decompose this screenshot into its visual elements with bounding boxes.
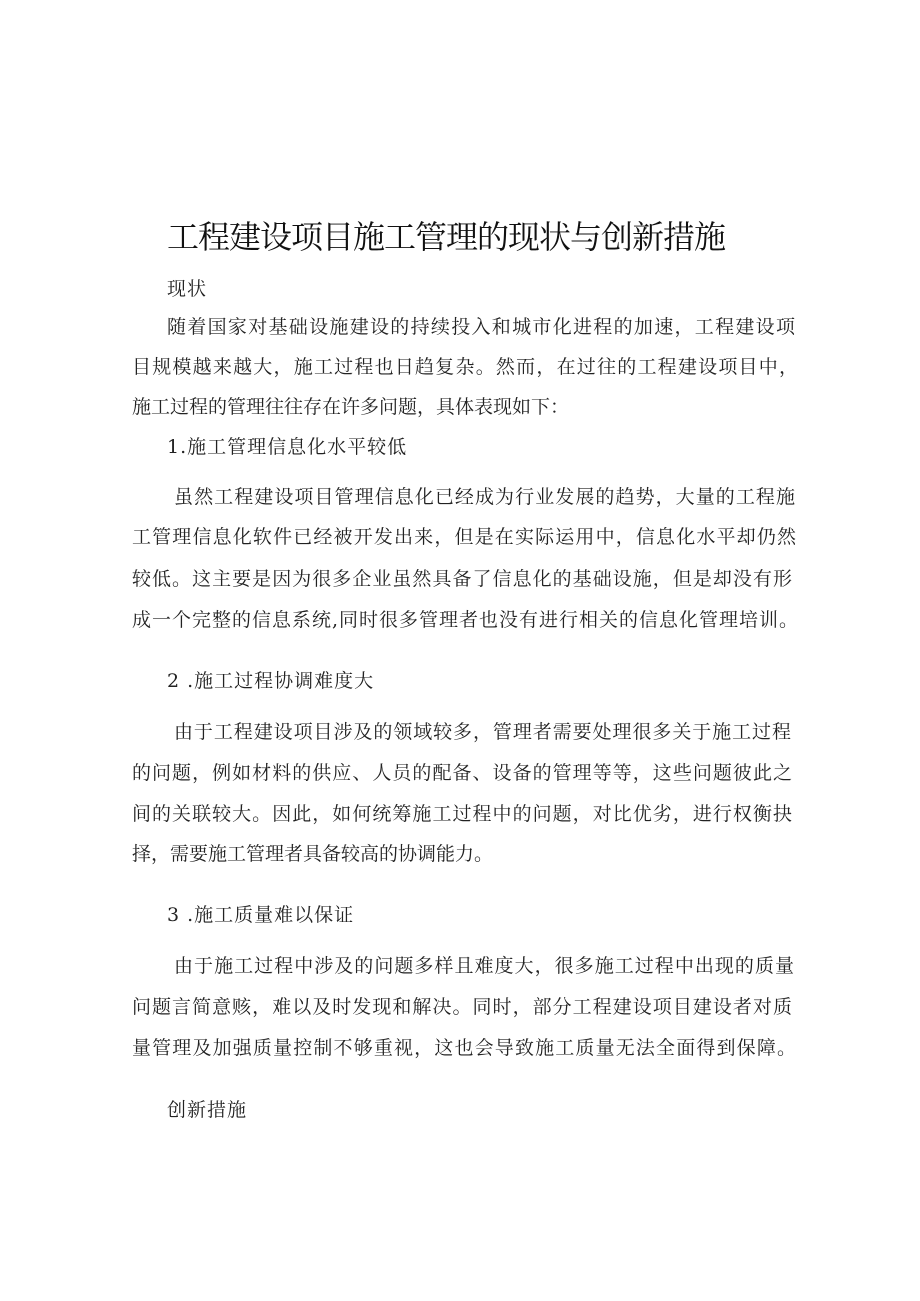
item-2-line-4: 择，需要施工管理者具备较高的协调能力。 <box>132 843 494 865</box>
intro-line-1: 随着国家对基础设施建设的持续投入和城市化进程的加速，工程建设项 <box>167 316 795 338</box>
item-3-line-2: 问题言简意赅，难以及时发现和解决。同时，部分工程建设项目建设者对质 <box>132 996 792 1018</box>
item-3-line-3: 量管理及加强质量控制不够重视，这也会导致施工质量无法全面得到保障。 <box>132 1037 796 1059</box>
item-1-line-4: 成一个完整的信息系统,同时很多管理者也没有进行相关的信息化管理培训。 <box>132 609 798 631</box>
item-1-line-1: 虽然工程建设项目管理信息化已经成为行业发展的趋势，大量的工程施 <box>174 486 795 508</box>
item-1-line-2: 工管理信息化软件已经被开发出来，但是在实际运用中，信息化水平却仍然 <box>132 526 796 548</box>
intro-line-3: 施工过程的管理往往存在许多问题，具体表现如下： <box>132 396 570 418</box>
document-title: 工程建设项目施工管理的现状与创新措施 <box>167 218 726 256</box>
intro-line-2: 目规模越来越大，施工过程也日趋复杂。然而，在过往的工程建设项目中， <box>132 356 798 378</box>
item-2-line-2: 的问题，例如材料的供应、人员的配备、设备的管理等等，这些问题彼此之 <box>132 762 792 784</box>
item-1-heading: 1.施工管理信息化水平较低 <box>167 436 408 458</box>
section-heading-current: 现状 <box>167 278 208 300</box>
item-3-line-1: 由于施工过程中涉及的问题多样且难度大，很多施工过程中出现的质量 <box>174 955 794 977</box>
item-2-line-1: 由于工程建设项目涉及的领域较多，管理者需要处理很多关于施工过程 <box>174 721 791 743</box>
item-2-heading: 2 .施工过程协调难度大 <box>167 670 375 692</box>
item-1-line-3: 较低。这主要是因为很多企业虽然具备了信息化的基础设施，但是却没有形 <box>132 568 792 590</box>
item-2-line-3: 间的关联较大。因此，如何统筹施工过程中的问题，对比优劣，进行权衡抉 <box>132 803 792 825</box>
section-heading-innovation: 创新措施 <box>167 1099 248 1121</box>
item-3-heading: 3 .施工质量难以保证 <box>167 904 355 926</box>
